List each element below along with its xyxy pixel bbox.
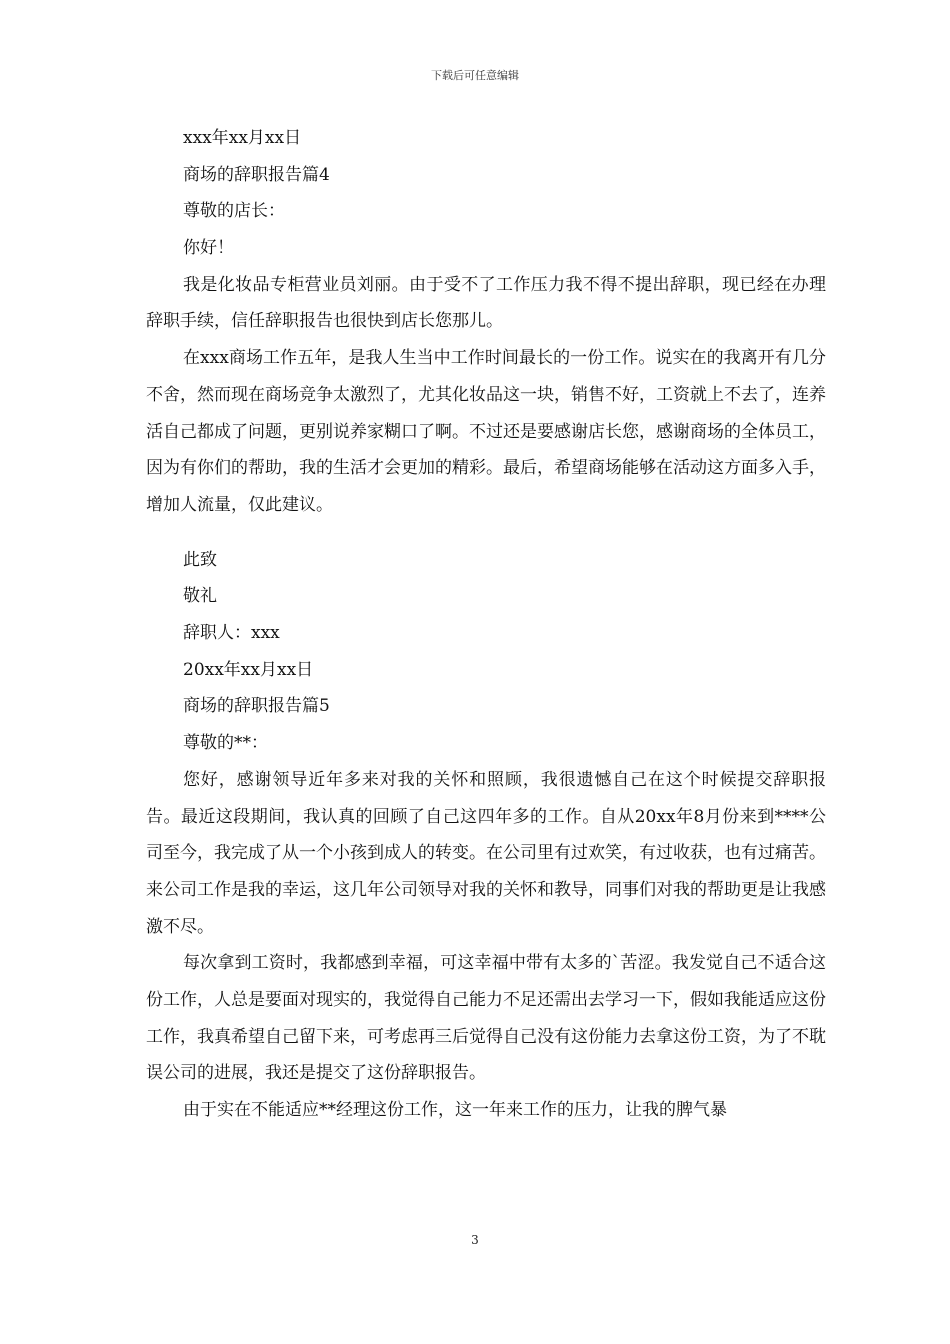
paragraph-5-2: 每次拿到工资时，我都感到幸福，可这幸福中带有太多的`苦涩。我发觉自己不适合这份工作，人总是要面对现实的，我觉得自己能力不足还需出去学习一下，假如我能适应这份工作，我真希望自己留下来，可考虑再三后觉得自己没有这份能力去拿这份工资，为了不耽误公司的进展，我还是提交了这份辞职报告。 [146, 953, 826, 1084]
paragraph-4-2: 在xxx商场工作五年，是我人生当中工作时间最长的一份工作。说实在的我离开有几分不舍，然而现在商场竞争太激烈了，尤其化妆品这一块，销售不好，工资就上不去了，连养活自己都成了问题，更别说养家糊口了啊。不过还是要感谢店长您，感谢商场的全体员工，因为有你们的帮助，我的生活才会更加的精彩。最后，希望商场能够在活动这方面多入手，增加人流量，仅此建议。 [146, 348, 826, 515]
date-line-2: 20xx年xx月xx日 [183, 659, 314, 680]
salutation-4: 尊敬的店长： [183, 201, 285, 222]
page-number: 3 [471, 1233, 479, 1247]
closing-line-2: 敬礼 [183, 586, 217, 607]
greeting-4: 你好！ [183, 238, 234, 259]
signer-line: 辞职人：xxx [183, 623, 280, 644]
paragraph-4-1: 我是化妆品专柜营业员刘丽。由于受不了工作压力我不得不提出辞职，现已经在办理辞职手续，信任辞职报告也很快到店长您那儿。 [146, 274, 826, 332]
spacer [146, 524, 826, 542]
section-title-5: 商场的辞职报告篇5 [183, 696, 330, 717]
paragraph-5-3: 由于实在不能适应**经理这份工作，这一年来工作的压力，让我的脾气暴 [183, 1100, 727, 1121]
salutation-5: 尊敬的**： [183, 733, 268, 754]
date-line: xxx年xx月xx日 [183, 128, 302, 148]
document-body [146, 120, 826, 1129]
closing-line-1: 此致 [183, 549, 217, 570]
section-title-4: 商场的辞职报告篇4 [183, 164, 330, 185]
page-header: 下载后可任意编辑 [431, 69, 519, 82]
paragraph-5-1: 您好，感谢领导近年多来对我的关怀和照顾，我很遗憾自己在这个时候提交辞职报告。最近这段期间，我认真的回顾了自己这四年多的工作。自从20xx年8月份来到****公司至今，我完成了从一个小孩到成人的转变。在公司里有过欢笑，有过收获，也有过痛苦。来公司工作是我的幸运，这几年公司领导对我的关怀和教导，同事们对我的帮助更是让我感激不尽。 [146, 769, 826, 937]
